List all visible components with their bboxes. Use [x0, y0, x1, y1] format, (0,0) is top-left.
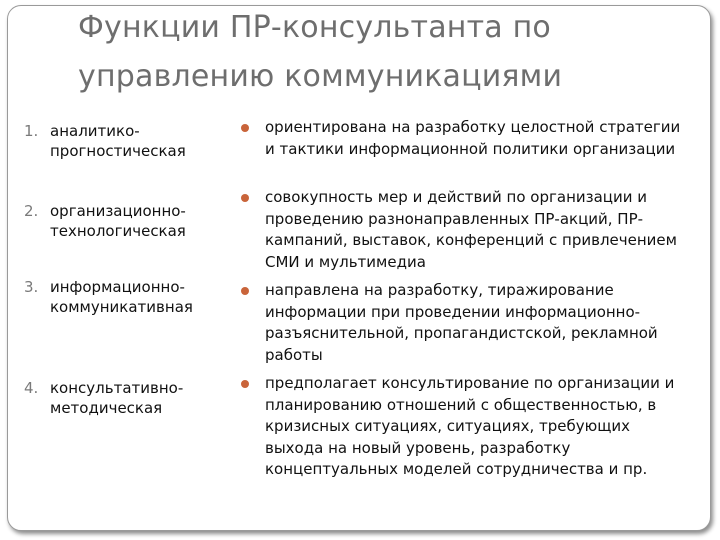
bullet-dot-icon — [241, 194, 249, 202]
description-item-3 — [241, 280, 681, 366]
function-label: информационно-коммуникативная — [50, 278, 193, 316]
function-number: 3. — [24, 278, 39, 296]
bullet-dot-icon — [241, 287, 249, 295]
function-label: консультативно-методическая — [50, 379, 184, 417]
function-item-2 — [24, 201, 239, 241]
title-line-1: Функции ПР-консультанта по — [78, 10, 551, 45]
description-text: совокупность мер и действий по организации и проведению разнонаправленных ПР-акций, ПР-кампаний, выставок, конференций с привлечением СМИ и мультимедиа — [265, 188, 677, 271]
function-item-1 — [24, 121, 239, 161]
description-text: направлена на разработку, тиражирование информации при проведении информационно-разъяснительной, пропагандистской, рекламной работы — [265, 281, 658, 364]
function-label: аналитико-прогностическая — [50, 122, 186, 160]
slide-title — [78, 3, 698, 101]
function-item-3 — [24, 277, 239, 317]
function-label: организационно-технологическая — [50, 202, 186, 240]
description-text: предполагает консультирование по организации и планированию отношений с общественностью, в кризисных ситуациях, ситуациях, требующих выхода на новый уровень, разработку концептуальных моделей сотрудничества и пр. — [265, 374, 675, 478]
description-item-4 — [241, 373, 681, 481]
bullet-dot-icon — [241, 124, 249, 132]
bullet-dot-icon — [241, 380, 249, 388]
function-number: 1. — [24, 122, 39, 140]
title-line-2: управлению коммуникациями — [78, 59, 563, 94]
description-item-1 — [241, 117, 681, 160]
function-item-4 — [24, 378, 239, 418]
function-number: 2. — [24, 202, 39, 220]
description-text: ориентирована на разработку целостной стратегии и тактики информационной политики организации — [265, 118, 681, 158]
function-number: 4. — [24, 379, 39, 397]
description-item-2 — [241, 187, 681, 273]
